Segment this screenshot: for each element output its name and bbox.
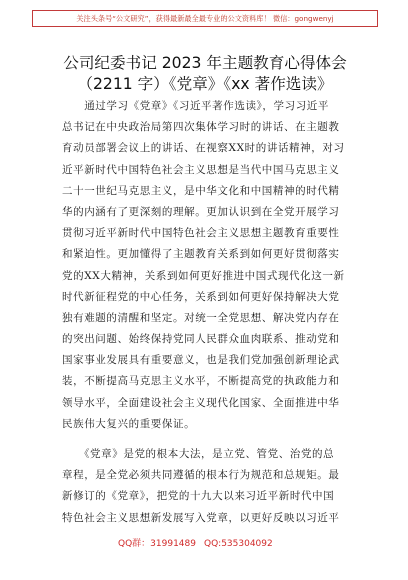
- paragraph-1: [62, 96, 362, 435]
- text-line: 二十一世纪马克思主义，是中华文化和中国精神的时代精: [62, 184, 340, 197]
- text-line: 新修订的《党章》，把党的十九大以来习近平新时代中国: [62, 490, 335, 503]
- title-line-1: 公司纪委书记 2023 年主题教育心得体会: [63, 54, 347, 72]
- qq-contact-number: QQ:535304092: [204, 539, 273, 549]
- document-body: [62, 96, 362, 529]
- text-line: 通过学习《党章》《习近平著作选读》，学习习近平: [62, 100, 329, 112]
- promo-banner: 关注头条号“公文研究”，获得最新最全最专业的公文资料库！ 微信：gongwenyj: [32, 10, 378, 27]
- text-line: 章程，是全党必须共同遵循的根本行为规范和总规矩。最: [62, 469, 340, 482]
- title-line-2: （2211 字）《党章》《xx 著作选读》: [77, 75, 333, 93]
- text-line: 国家事业发展具有重要意义，也是我们党加强创新理论武: [62, 354, 340, 367]
- text-line: 《党章》是党的根本大法，是立党、管党、治党的总: [62, 448, 335, 460]
- document-title: [30, 53, 380, 95]
- text-line: 和紧迫性。更加懂得了主题教育关系到如何更好贯彻落实: [62, 248, 340, 261]
- text-line: 民族伟大复兴的重要保证。: [62, 417, 196, 430]
- text-line: 装，不断提高马克思主义水平，不断提高党的执政能力和: [62, 375, 340, 388]
- text-line: 时代新征程党的中心任务，关系到如何更好保持解决大党: [62, 290, 340, 303]
- text-line: 特色社会主义思想新发展写入党章，以更好反映以习近平: [62, 511, 340, 524]
- text-line: 独有难题的清醒和坚定。对统一全党思想、解决党内存在: [62, 311, 340, 324]
- text-line: 党的XX大精神，关系到如何更好推进中国式现代化这一新: [62, 269, 345, 282]
- text-line: 总书记在中央政治局第四次集体学习时的讲话、在主题教: [62, 121, 340, 134]
- qq-group-number: QQ群：31991489: [118, 539, 196, 549]
- text-line: 华的内涵有了更深刻的理解。更加认识到在全党开展学习: [62, 205, 340, 218]
- paragraph-gap: [62, 435, 362, 444]
- text-line: 近平新时代中国特色社会主义思想是当代中国马克思主义: [62, 163, 340, 176]
- page-footer: [0, 537, 408, 551]
- paragraph-2: [62, 444, 362, 529]
- text-line: 的突出问题、始终保持党同人民群众血肉联系、推动党和: [62, 333, 340, 346]
- text-line: 贯彻习近平新时代中国特色社会主义思想主题教育重要性: [62, 227, 340, 240]
- text-line: 领导水平，全面建设社会主义现代化国家、全面推进中华: [62, 396, 340, 409]
- text-line: 育动员部署会议上的讲话、在视察XX时的讲话精神，对习: [62, 142, 345, 155]
